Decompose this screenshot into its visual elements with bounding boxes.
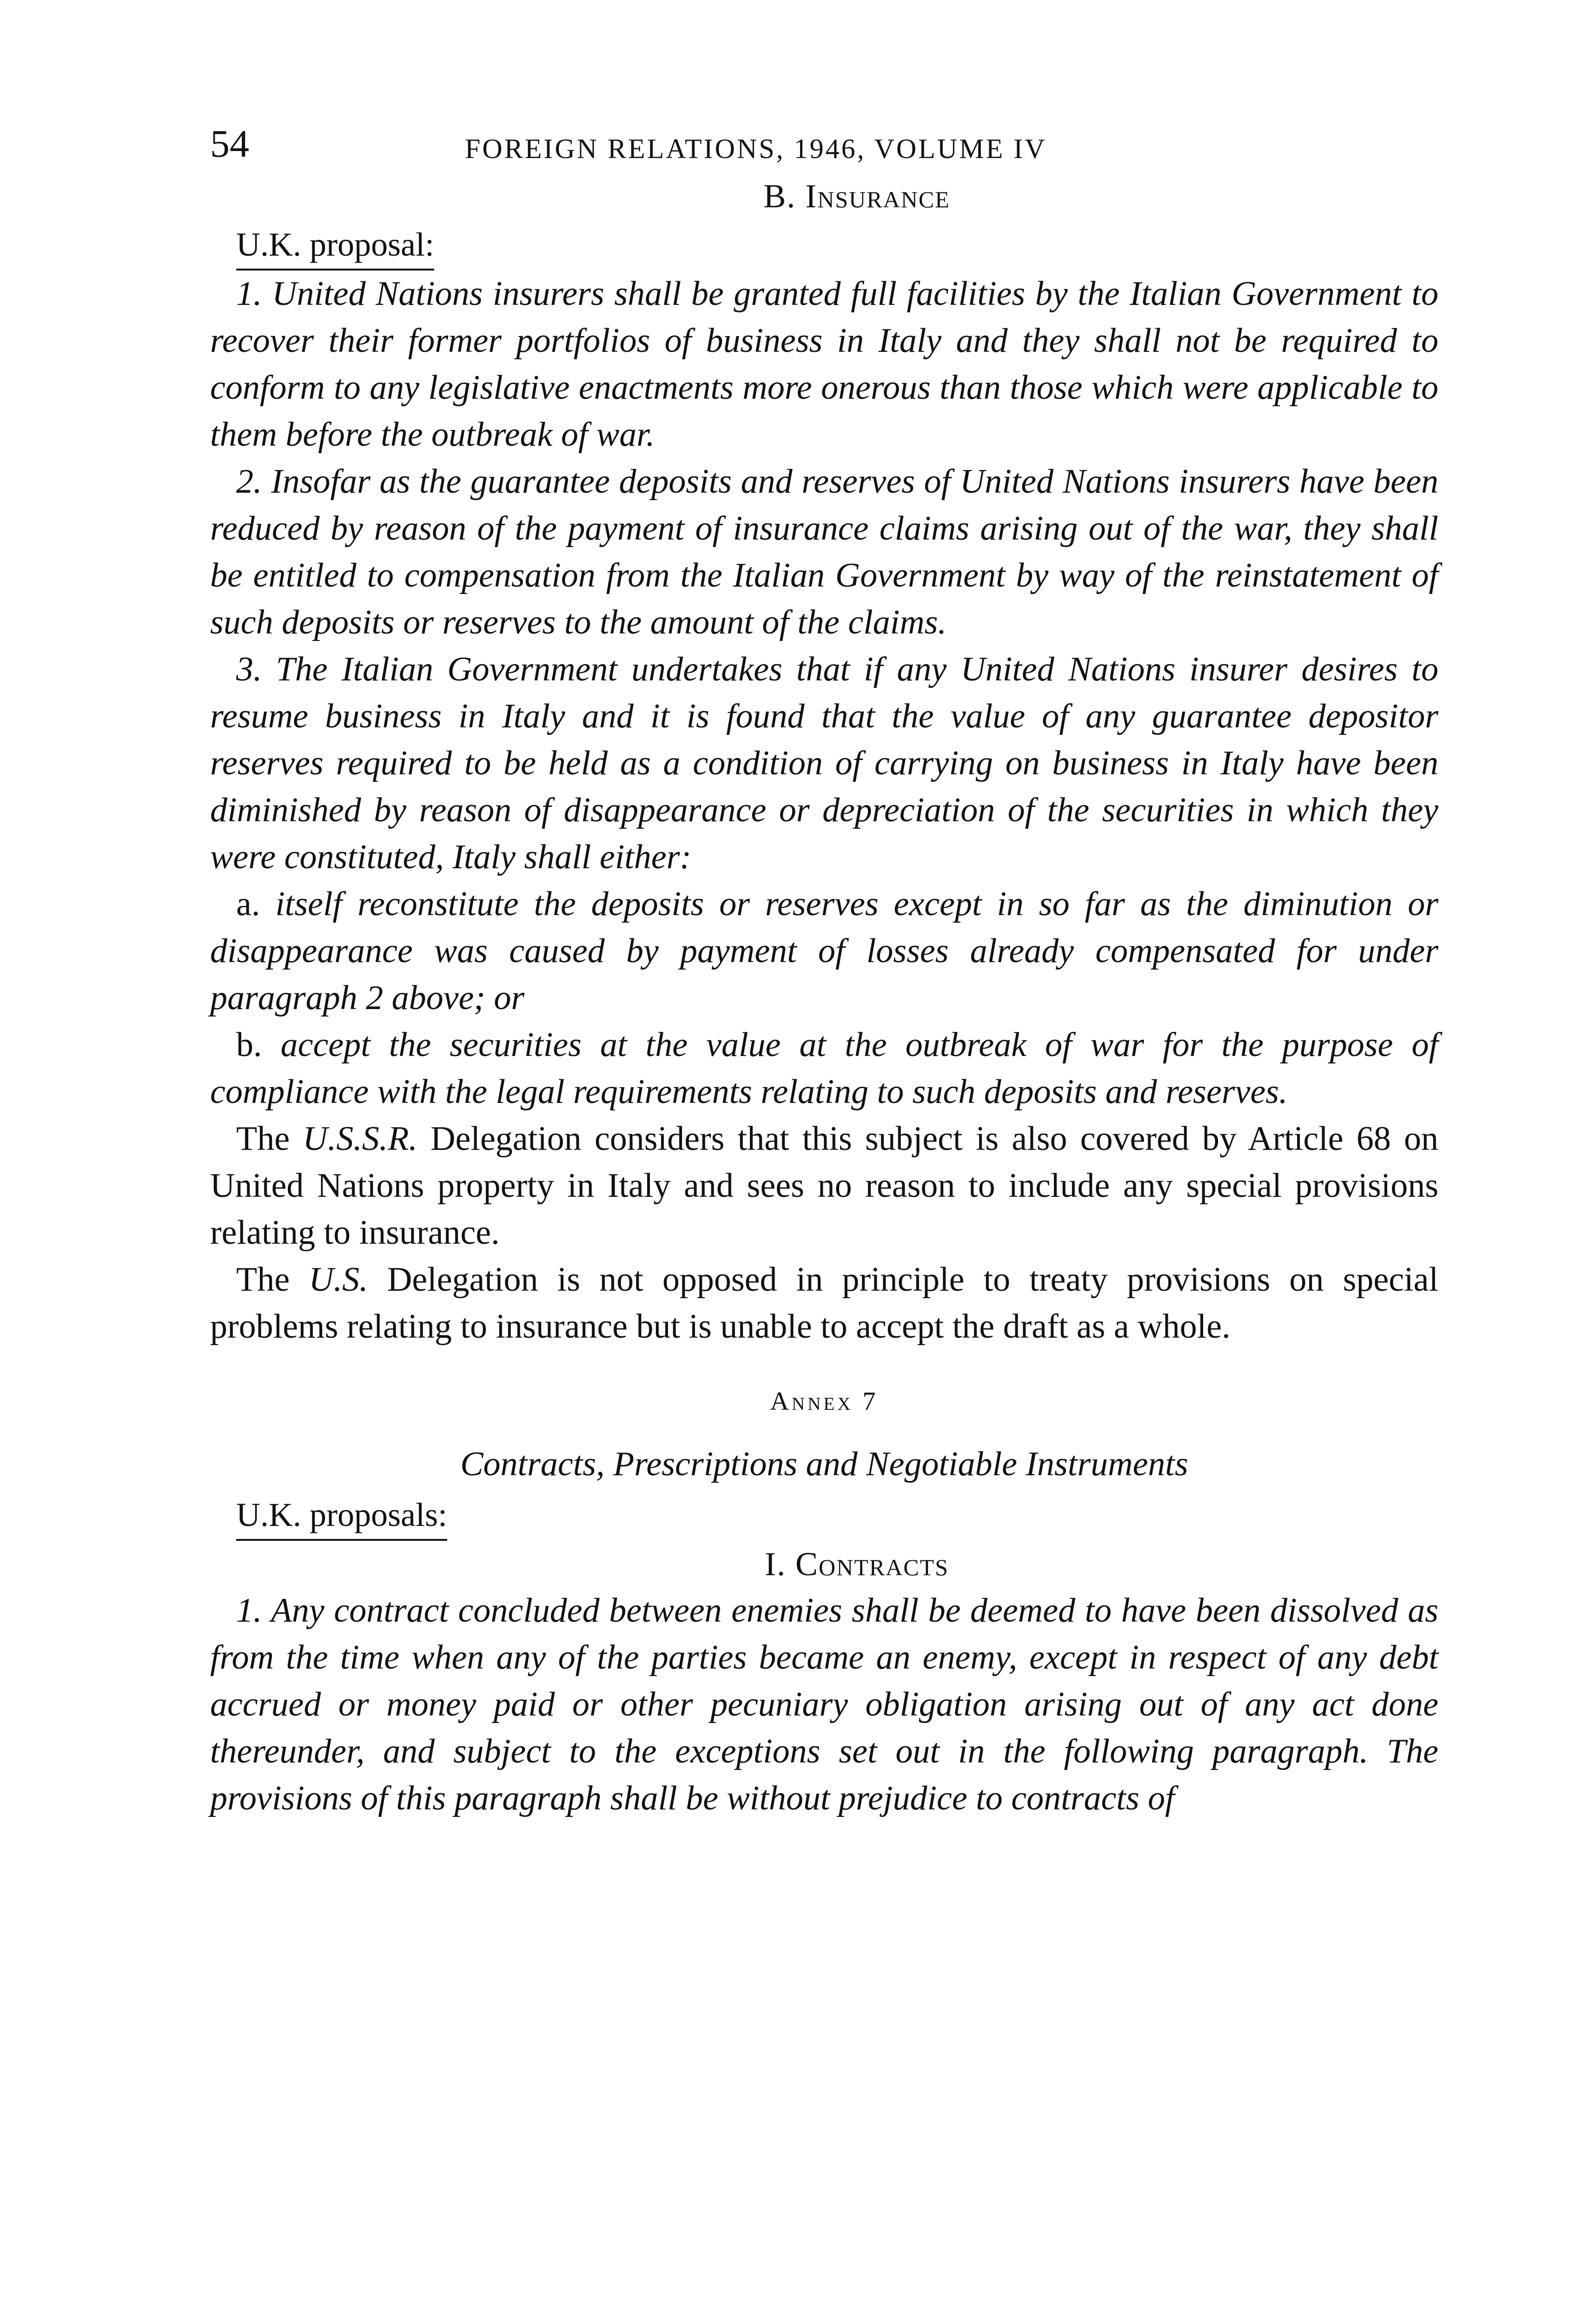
us-name: U.S. [309,1261,368,1299]
us-the: The [236,1261,290,1299]
running-head [210,122,1438,173]
ussr-the: The [236,1120,290,1158]
insurance-paragraph-2: 2. Insofar as the guarantee deposits and reserves of United Nations insurers have been reduced by reason of the payment of insurance claims arising out of the war, they shall be entitled to compensation from the Italian Government by way of the reinstatement of such deposits or reserves to the amount of the claims. [210,462,1438,641]
ussr-name: U.S.S.R. [303,1120,417,1158]
item-a-text: itself reconstitute the deposits or reserves except in so far as the diminution or disappearance was caused by payment of losses already compensated for under paragraph 2 above; or [210,885,1439,1017]
ussr-position-paragraph [210,1116,1438,1256]
annex-7 [210,1350,1438,1822]
item-b-text: accept the securities at the value at the outbreak of war for the purpose of compliance with the legal requirements relating to such deposits and reserves. [210,1026,1439,1111]
item-b-marker: b. [236,1026,262,1064]
section-title-insurance: B. Insurance [763,178,950,215]
insurance-item-a [210,881,1438,1022]
insurance-item-b [210,1022,1438,1116]
item-a-marker: a. [236,885,260,923]
insurance-paragraph-3: 3. The Italian Government undertakes that if any United Nations insurer desires to resume business in Italy and it is found that the value of any guarantee depositor reserves required to be held as a condition of carrying on business in Italy have been diminished by reason of disappearance or depreciation of the securities in which they were constituted, Italy shall either: [210,650,1438,876]
running-title: FOREIGN RELATIONS, 1946, VOLUME IV [465,133,1047,164]
page-number: 54 [210,122,249,165]
section-title-contracts: I. Contracts [765,1545,949,1583]
ussr-position-text: Delegation considers that this subject is also covered by Article 68 on United Nations property in Italy and sees no reason to include any special provisions relating to insurance. [210,1120,1439,1252]
us-position-paragraph [210,1256,1438,1350]
annex-title: Annex 7 [770,1387,879,1416]
annex-subtitle: Contracts, Prescriptions and Negotiable Instruments [460,1445,1188,1483]
contracts-paragraph-1: 1. Any contract concluded between enemies shall be deemed to have been dissolved as from the time when any of the parties became an enemy, except in respect of any debt accrued or money paid or other pecuniary obligation arising out of any act done thereunder, and subject to the exceptions set out in the following paragraph. The provisions of this paragraph shall be without prejudice to contracts of [210,1591,1438,1817]
us-position-text: Delegation is not opposed in principle to treaty provisions on special problems relating to insurance but is unable to accept the draft as a whole. [210,1261,1439,1346]
uk-proposals-label: U.K. proposals: [236,1492,447,1541]
uk-proposal-label: U.K. proposal: [236,221,434,271]
insurance-paragraph-1: 1. United Nations insurers shall be granted full facilities by the Italian Government to recover their former portfolios of business in Italy and they shall not be required to conform to any legislative enactments more onerous than those which were applicable to them before the outbreak of war. [210,275,1438,454]
section-insurance [210,173,1438,1350]
document-page [210,122,1438,1822]
